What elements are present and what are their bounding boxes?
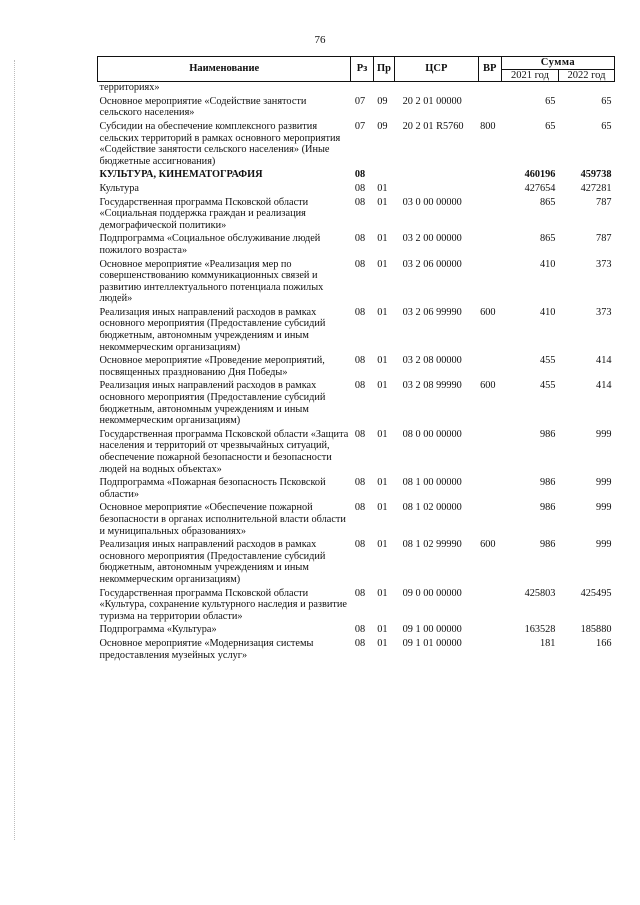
row-sum-2021: 425803: [524, 587, 556, 599]
row-pr: 01: [377, 355, 388, 367]
table-row: [98, 197, 615, 234]
row-csr: 09 1 00 00000: [402, 624, 462, 636]
row-rz: 08: [354, 258, 366, 270]
row-name: Подпрограмма «Пожарная безопасность Псковской области»: [99, 477, 326, 500]
header-csr: ЦСР: [395, 57, 478, 82]
row-pr: 01: [377, 428, 388, 440]
row-csr: [395, 183, 478, 197]
row-vr: [478, 233, 501, 258]
row-vr: [478, 259, 501, 307]
row-vr: [478, 624, 501, 638]
row-pr: 01: [377, 233, 388, 245]
table-row: [98, 380, 615, 428]
row-name: территориях»: [99, 82, 160, 94]
row-csr: 03 2 00 00000: [402, 233, 462, 245]
row-sum-2022: 166: [596, 637, 612, 649]
row-sum-2022: 427281: [580, 182, 612, 194]
row-sum-2022: 414: [596, 380, 612, 392]
row-csr: 03 2 08 00000: [402, 355, 462, 367]
row-csr: 08 0 00 00000: [402, 428, 462, 440]
header-pr: Пр: [373, 57, 394, 82]
row-vr: 600: [480, 539, 496, 551]
header-sum: Сумма: [501, 57, 614, 70]
row-sum-2021: 65: [545, 120, 556, 132]
row-rz: 08: [354, 539, 366, 551]
row-sum-2021: 410: [540, 306, 556, 318]
row-sum-2021: 986: [540, 502, 556, 514]
row-csr: 09 0 00 00000: [402, 587, 462, 599]
row-vr: [478, 183, 501, 197]
row-name: Основное мероприятие «Реализация мер по совершенствованию коммуникационных связей и развитию интеллектуального потенциала пожилых людей»: [99, 258, 324, 305]
table-row: [98, 96, 615, 121]
row-pr: 01: [377, 539, 388, 551]
row-rz: 08: [354, 428, 366, 440]
row-rz: 08: [354, 637, 366, 649]
row-sum-2021: 460196: [524, 169, 556, 181]
table-row: [98, 183, 615, 197]
header-year-2021: 2021 год: [501, 69, 558, 82]
row-name: Государственная программа Псковской области «Защита населения и территорий от чрезвычайных ситуаций, обеспечение пожарной безопасности и безопасности людей на водных объектах»: [99, 428, 349, 475]
row-pr: [373, 82, 394, 96]
row-csr: 03 2 08 99990: [402, 380, 462, 392]
row-csr: [395, 82, 478, 96]
row-vr: [478, 197, 501, 234]
row-pr: 01: [377, 306, 388, 318]
row-csr: 20 2 01 00000: [402, 95, 462, 107]
row-pr: 01: [377, 502, 388, 514]
row-sum-2022: 999: [596, 477, 612, 489]
row-rz: 08: [354, 477, 366, 489]
row-name: Основное мероприятие «Модернизация системы предоставления музейных услуг»: [99, 637, 314, 661]
table-row: [98, 307, 615, 355]
row-sum-2022: 373: [596, 258, 612, 270]
row-sum-2022: 999: [596, 428, 612, 440]
row-sum-2021: 181: [540, 637, 556, 649]
row-name: Основное мероприятие «Содействие занятости сельского населения»: [99, 95, 307, 119]
row-pr: 09: [377, 120, 388, 132]
row-sum-2021: 163528: [524, 624, 556, 636]
row-vr: [478, 477, 501, 502]
row-rz: 08: [354, 355, 366, 367]
row-sum-2021: 410: [540, 258, 556, 270]
row-pr: 01: [377, 587, 388, 599]
table-row: [98, 429, 615, 477]
row-sum-2021: 427654: [524, 182, 556, 194]
table-row: [98, 477, 615, 502]
row-vr: [478, 96, 501, 121]
table-row: [98, 82, 615, 96]
row-name: Государственная программа Псковской области «Культура, сохранение культурного наследия и развитие туризма на территории области»: [99, 587, 347, 622]
row-rz: 08: [354, 624, 366, 636]
row-csr: [395, 169, 478, 183]
row-sum-2021: 65: [545, 95, 556, 107]
row-sum-2022: 65: [601, 95, 612, 107]
row-vr: [478, 355, 501, 380]
row-rz: 07: [354, 120, 366, 132]
scan-margin-artifact: [14, 60, 16, 840]
row-rz: [351, 82, 373, 96]
table-row: [98, 502, 615, 539]
row-name: Реализация иных направлений расходов в рамках основного мероприятия (Предоставление субсидий бюджетным, автономным учреждениям и иным некоммерческим организациям): [99, 539, 326, 585]
row-rz: 08: [354, 380, 366, 392]
row-name: Подпрограмма «Культура»: [99, 624, 217, 636]
row-sum-2022: 373: [596, 306, 612, 318]
table-row: [98, 588, 615, 625]
row-csr: 08 1 02 00000: [402, 502, 462, 514]
row-pr: [373, 169, 394, 183]
row-sum-2021: 986: [540, 477, 556, 489]
row-sum-2022: 999: [596, 539, 612, 551]
table-row: [98, 233, 615, 258]
row-vr: [478, 82, 501, 96]
row-sum-2021: [501, 82, 558, 96]
row-sum-2021: 986: [540, 428, 556, 440]
row-sum-2022: 787: [596, 233, 612, 245]
row-sum-2021: 865: [540, 196, 556, 208]
row-name: КУЛЬТУРА, КИНЕМАТОГРАФИЯ: [99, 169, 263, 181]
row-name: Реализация иных направлений расходов в рамках основного мероприятия (Предоставление субсидий бюджетным, автономным учреждениям и иным некоммерческим организациям): [99, 380, 326, 427]
row-vr: [478, 502, 501, 539]
row-csr: 08 1 02 99990: [402, 539, 462, 551]
table-row: [98, 624, 615, 638]
row-name: Реализация иных направлений расходов в рамках основного мероприятия (Предоставление субсидий бюджетным, автономным учреждениям и иным некоммерческим организациям): [99, 306, 326, 353]
row-vr: 800: [480, 120, 496, 132]
row-vr: [478, 638, 501, 663]
row-sum-2022: 787: [596, 196, 612, 208]
row-rz: 08: [354, 196, 366, 208]
table-row: [98, 355, 615, 380]
row-name: Основное мероприятие «Проведение мероприятий, посвященных празднованию Дня Победы»: [99, 355, 325, 378]
table-body: [98, 82, 615, 663]
header-year-2022: 2022 год: [558, 69, 614, 82]
row-name: Подпрограмма «Социальное обслуживание людей пожилого возраста»: [99, 233, 321, 256]
row-pr: 01: [377, 196, 388, 208]
row-sum-2021: 455: [540, 355, 556, 367]
row-name: Культура: [99, 182, 139, 194]
budget-table: [97, 56, 615, 663]
row-rz: 08: [354, 306, 366, 318]
row-sum-2022: 65: [601, 120, 612, 132]
row-sum-2021: 455: [540, 380, 556, 392]
row-sum-2022: 185880: [580, 624, 612, 636]
row-pr: 01: [377, 258, 388, 270]
row-pr: 01: [377, 380, 388, 392]
table-row: [98, 259, 615, 307]
row-pr: 01: [377, 624, 388, 636]
row-rz: 08: [354, 502, 366, 514]
row-vr: 600: [480, 306, 496, 318]
row-sum-2022: 999: [596, 502, 612, 514]
row-rz: 08: [354, 587, 366, 599]
table-row: [98, 121, 615, 169]
table-row: [98, 638, 615, 663]
row-csr: 08 1 00 00000: [402, 477, 462, 489]
row-rz: 08: [354, 182, 366, 194]
row-name: Основное мероприятие «Обеспечение пожарной безопасности в органах исполнительной власти области и муниципальных образованиях»: [99, 502, 346, 537]
row-pr: 01: [377, 477, 388, 489]
header-rz: Рз: [351, 57, 373, 82]
row-sum-2022: 425495: [580, 587, 612, 599]
row-sum-2021: 986: [540, 539, 556, 551]
row-pr: 01: [377, 637, 388, 649]
row-rz: 08: [354, 233, 366, 245]
row-sum-2022: 459738: [580, 169, 612, 181]
row-vr: 600: [480, 380, 496, 392]
row-pr: 09: [377, 95, 388, 107]
header-name: Наименование: [98, 57, 351, 82]
row-csr: 09 1 01 00000: [402, 637, 462, 649]
row-rz: 08: [354, 169, 366, 181]
row-pr: 01: [377, 182, 388, 194]
row-sum-2022: 414: [596, 355, 612, 367]
row-rz: 07: [354, 95, 366, 107]
row-csr: 03 2 06 00000: [402, 258, 462, 270]
row-name: Субсидии на обеспечение комплексного развития сельских территорий в рамках основного мероприятия «Содействие занятости сельского населения» (Иные бюджетные ассигнования): [99, 120, 341, 167]
table-row: [98, 169, 615, 183]
header-vr: ВР: [478, 57, 501, 82]
row-vr: [478, 588, 501, 625]
row-vr: [478, 429, 501, 477]
row-csr: 03 0 00 00000: [402, 196, 462, 208]
page-number: 76: [314, 34, 326, 46]
table-row: [98, 539, 615, 587]
row-csr: 03 2 06 99990: [402, 306, 462, 318]
table-header: [98, 57, 615, 82]
row-name: Государственная программа Псковской области «Социальная поддержка граждан и реализация демографической политики»: [99, 196, 309, 231]
row-vr: [478, 169, 501, 183]
row-sum-2021: 865: [540, 233, 556, 245]
row-csr: 20 2 01 R5760: [402, 120, 464, 132]
row-sum-2022: [558, 82, 614, 96]
